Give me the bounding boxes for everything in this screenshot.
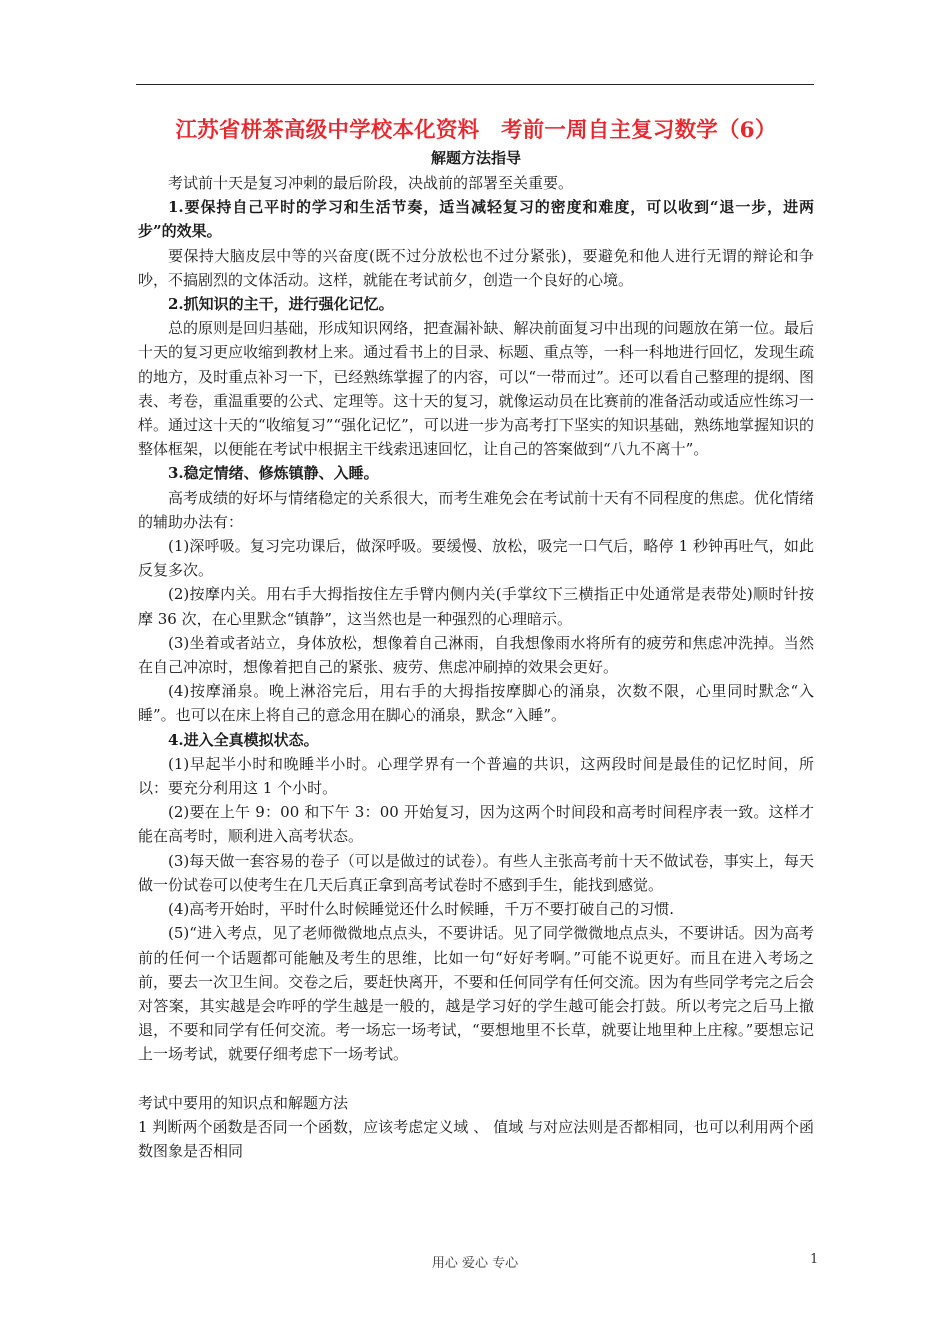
section-spacer [138, 1067, 814, 1091]
document-body [138, 116, 814, 1163]
section-4-item-4: (4)高考开始时，平时什么时候睡觉还什么时候睡，千万不要打破自己的习惯. [168, 900, 675, 919]
section-1-body: 要保持大脑皮层中等的兴奋度(既不过分放松也不过分紧张)，要避免和他人进行无谓的辩论和争吵，不搞剧烈的文体活动。这样，就能在考试前夕，创造一个良好的心境。 [138, 246, 814, 289]
section-3-item-1: (1)深呼吸。复习完功课后，做深呼吸。要缓慢、放松，吸完一口气后，略停 1 秒钟再吐气，如此反复多次。 [138, 537, 814, 580]
document-title: 江苏省栟茶高级中学校本化资料 考前一周自主复习数学（6） [175, 118, 777, 143]
section-4-item-1: (1)早起半小时和晚睡半小时。心理学界有一个普遍的共识，这两段时间是最佳的记忆时间，所以：要充分利用这 1 个小时。 [138, 754, 814, 798]
section-3-heading: 3.稳定情绪、修炼镇静、入睡。 [168, 464, 379, 483]
part-2-heading: 考试中要用的知识点和解题方法 [138, 1093, 349, 1112]
section-2-body: 总的原则是回归基础，形成知识网络，把查漏补缺、解决前面复习中出现的问题放在第一位。最后十天的复习更应收缩到教材上来。通过看书上的目录、标题、重点等，一科一科地进行回忆，发现生疏的地方，及时重点补习一下，已经熟练掌握了的内容，可以“一带而过”。还可以看自己整理的提纲、图表、考卷，重温重要的公式、定理等。这十天的复习，就像运动员在比赛前的准备活动或适应性练习一样。通过这十天的“收缩复习”“强化记忆”，可以进一步为高考打下坚实的知识基础，熟练地掌握知识的整体框架，以便能在考试中根据主干线索迅速回忆，让自己的答案做到“八九不离十”。 [138, 319, 814, 459]
section-3-item-4: (4)按摩涌泉。晚上淋浴完后，用右手的大拇指按摩脚心的涌泉，次数不限，心里同时默念“入睡”。也可以在床上将自己的意念用在脚心的涌泉，默念“入睡”。 [138, 682, 814, 725]
section-3-body: 高考成绩的好坏与情绪稳定的关系很大，而考生难免会在考试前十天有不同程度的焦虑。优化情绪的辅助办法有： [138, 488, 814, 531]
section-3-item-3: (3)坐着或者站立，身体放松，想像着自己淋雨，自我想像雨水将所有的疲劳和焦虑冲洗掉。当然在自己冲凉时，想像着把自己的紧张、疲劳、焦虑冲刷掉的效果会更好。 [138, 633, 814, 677]
intro-paragraph: 考试前十天是复习冲刺的最后阶段，决战前的部署至关重要。 [168, 174, 574, 192]
section-1-heading: 1.要保持自己平时的学习和生活节奏，适当减轻复习的密度和难度，可以收到“退一步，进两步”的效果。 [138, 198, 814, 241]
section-4-item-2: (2)要在上午 9：00 和下午 3：00 开始复习，因为这两个时间段和高考时间程序表一致。这样才能在高考时，顺利进入高考状态。 [138, 803, 814, 846]
section-4-heading: 4.进入全真模拟状态。 [168, 730, 319, 749]
part-2-paragraph-1: 1 判断两个函数是否同一个函数，应该考虑定义域 、 值域 与对应法则是否都相同，也可以利用两个函数图象是否相同 [138, 1117, 814, 1160]
page-number: 1 [810, 1252, 819, 1267]
section-3-item-2: (2)按摩内关。用右手大拇指按住左手臂内侧内关(手掌纹下三横指正中处通常是表带处)顺时针按摩 36 次，在心里默念“镇静”，这当然也是一种强烈的心理暗示。 [138, 585, 814, 628]
section-2-heading: 2.抓知识的主干，进行强化记忆。 [168, 295, 394, 314]
header-rule [136, 84, 814, 85]
document-subtitle: 解题方法指导 [430, 149, 521, 167]
footer-slogan: 用心 爱心 专心 [431, 1256, 519, 1271]
section-4-item-5: (5)“进入考点，见了老师微微地点点头，不要讲话。见了同学微微地点点头，不要讲话。因为高考前的任何一个话题都可能触及考生的思维，比如一句“好好考啊。”可能不说更好。而且在进入考场之前，要去一次卫生间。交卷之后，要赶快离开，不要和任何同学有任何交流。因为有些同学考完之后会对答案，其实越是会咋呼的学生越是一般的，越是学习好的学生越可能会打鼓。所以考完之后马上撤退，不要和同学有任何交流。考一场忘一场考试，“要想地里不长草，就要让地里种上庄稼。”要想忘记上一场考试，就要仔细考虑下一场考试。 [138, 924, 814, 1064]
section-4-item-3: (3)每天做一套容易的卷子（可以是做过的试卷）。有些人主张高考前十天不做试卷，事实上，每天做一份试卷可以使考生在几天后真正拿到高考试卷时不感到手生，能找到感觉。 [138, 851, 814, 894]
